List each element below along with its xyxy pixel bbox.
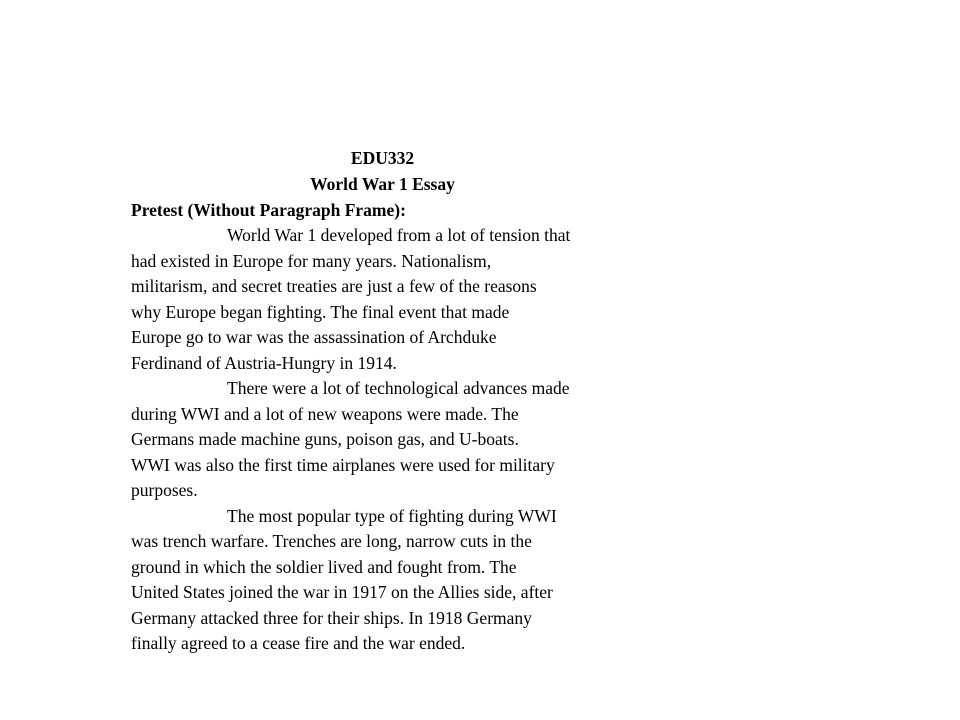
course-code: EDU332 [350, 148, 415, 168]
paragraph-line: WWI was also the first time airplanes were used for military [131, 454, 555, 475]
paragraph-line: Ferdinand of Austria-Hungry in 1914. [131, 352, 397, 373]
paragraph-1 [131, 223, 651, 376]
section-heading: Pretest (Without Paragraph Frame): [131, 200, 406, 220]
paragraph-line: United States joined the war in 1917 on the Allies side, after [131, 582, 553, 602]
paragraph-line: Germans made machine guns, poison gas, and U-boats. [131, 429, 519, 449]
essay-title: World War 1 Essay [310, 174, 455, 194]
paragraph-line: There were a lot of technological advances made [227, 378, 570, 398]
document-page [131, 145, 651, 657]
paragraph-line: Europe go to war was the assassination of Archduke [131, 327, 497, 347]
paragraph-line: during WWI and a lot of new weapons were made. The [131, 403, 519, 424]
paragraph-line: The most popular type of fighting during WWI [227, 505, 557, 526]
paragraph-line: why Europe began fighting. The final event that made [131, 301, 510, 322]
paragraph-line: militarism, and secret treaties are just a few of the reasons [131, 276, 537, 296]
paragraph-line: ground in which the soldier lived and fought from. The [131, 556, 517, 577]
paragraph-2 [131, 376, 651, 504]
essay-body [131, 223, 651, 657]
paragraph-line: finally agreed to a cease fire and the war ended. [131, 633, 466, 653]
paragraph-line: World War 1 developed from a lot of tension that [227, 225, 571, 245]
paragraph-line: had existed in Europe for many years. Nationalism, [131, 250, 492, 271]
paragraph-line: Germany attacked three for their ships. In 1918 Germany [131, 607, 532, 628]
paragraph-line: was trench warfare. Trenches are long, narrow cuts in the [131, 531, 532, 551]
paragraph-line: purposes. [131, 480, 198, 500]
paragraph-3 [131, 504, 651, 657]
